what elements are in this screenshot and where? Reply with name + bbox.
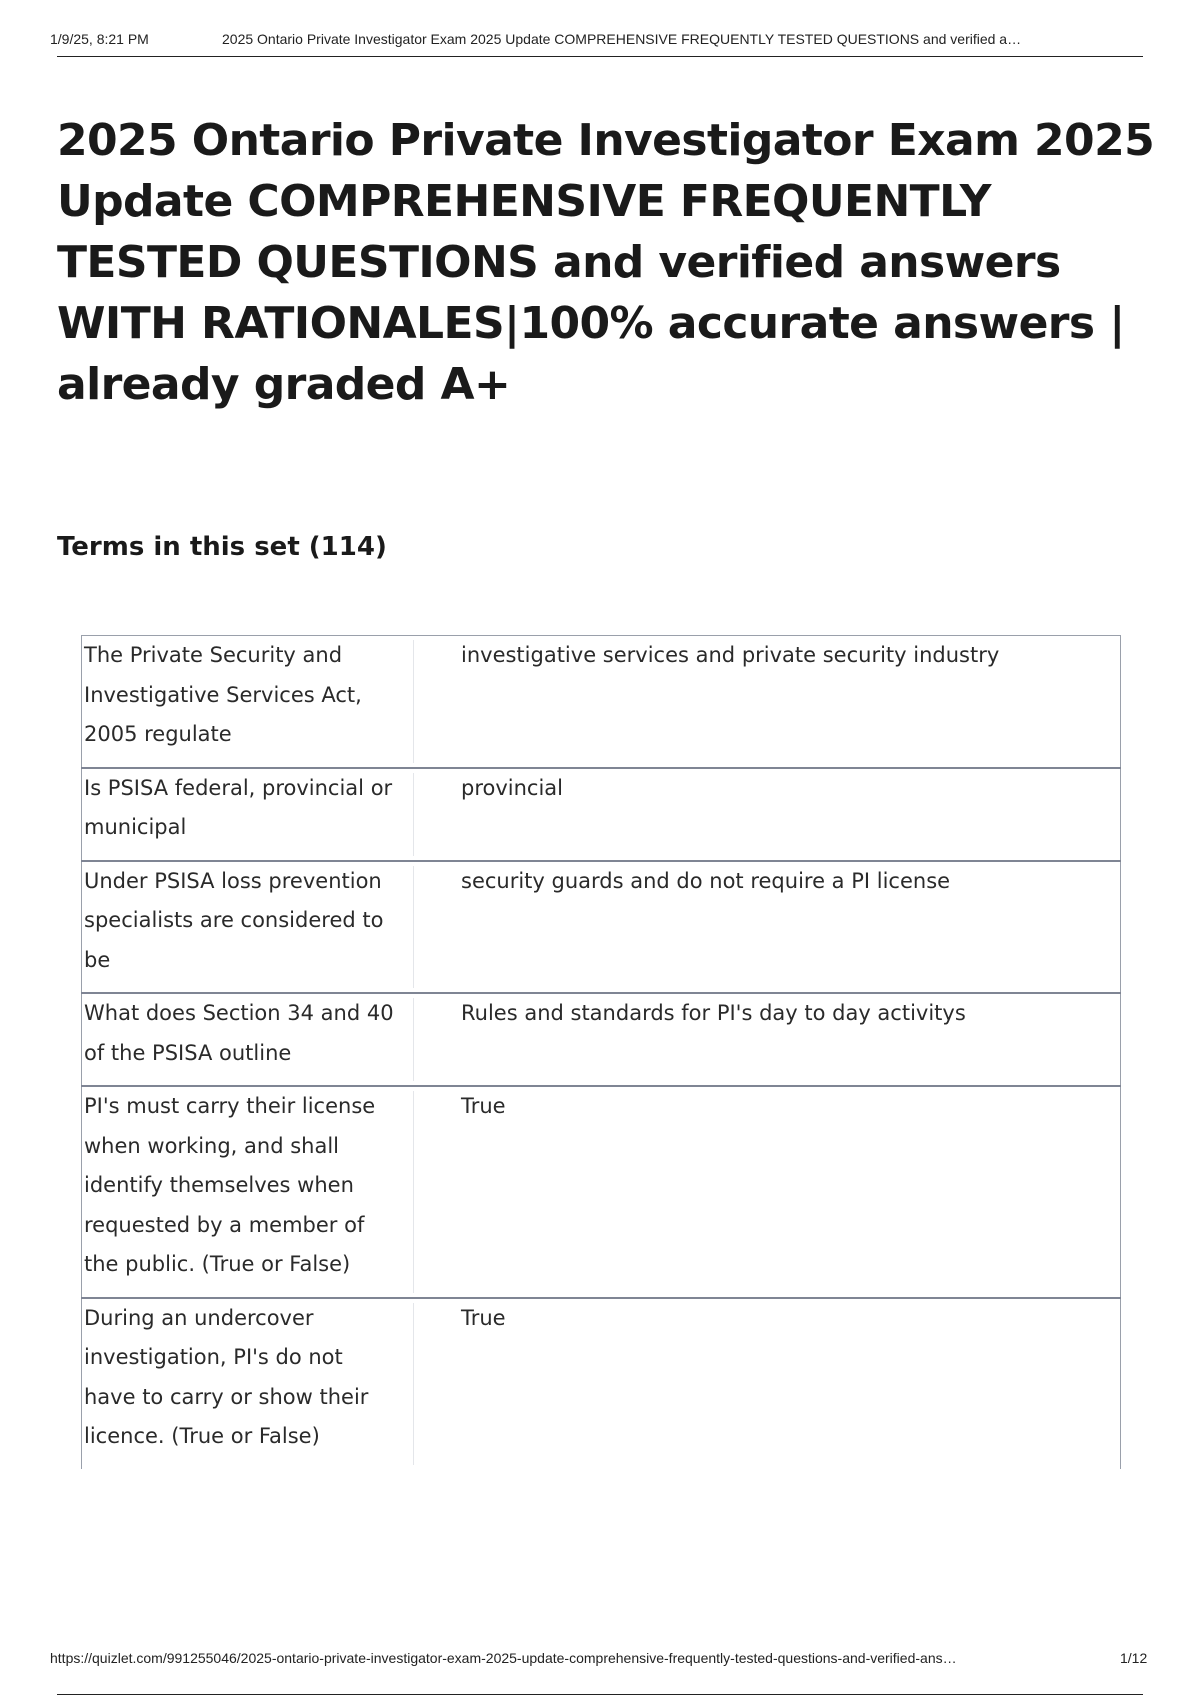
term-text: PI's must carry their license when working, and shall identify themselves when requested by a member of the public. (True or False) — [82, 1086, 415, 1298]
definition-text: True — [414, 1086, 1121, 1298]
print-page-title: 2025 Ontario Private Investigator Exam 2025 Update COMPREHENSIVE FREQUENTLY TESTED QUESTIONS and verified a… — [222, 31, 1022, 47]
definition-text: investigative services and private security industry — [414, 636, 1121, 768]
page-number: 1/12 — [1120, 1650, 1148, 1666]
definition-text: provincial — [414, 768, 1121, 861]
print-footer — [0, 1640, 1200, 1700]
term-row — [82, 993, 1121, 1086]
term-text: The Private Security and Investigative Services Act, 2005 regulate — [82, 636, 415, 768]
definition-text: Rules and standards for PI's day to day activitys — [414, 993, 1121, 1086]
print-datetime: 1/9/25, 8:21 PM — [50, 31, 149, 47]
header-divider — [57, 56, 1143, 57]
terms-heading: Terms in this set (114) — [57, 532, 387, 562]
term-row — [82, 1086, 1121, 1298]
term-text: Is PSISA federal, provincial or municipal — [82, 768, 415, 861]
print-header — [0, 0, 1200, 60]
footer-divider — [57, 1694, 1143, 1695]
term-text: During an undercover investigation, PI's do not have to carry or show their licence. (True or False) — [82, 1298, 415, 1469]
terms-table — [81, 635, 1121, 1469]
term-text: What does Section 34 and 40 of the PSISA outline — [82, 993, 415, 1086]
term-row — [82, 636, 1121, 768]
term-row — [82, 1298, 1121, 1469]
definition-text: True — [414, 1298, 1121, 1469]
term-row — [82, 861, 1121, 994]
definition-text: security guards and do not require a PI license — [414, 861, 1121, 994]
page-url: https://quizlet.com/991255046/2025-ontario-private-investigator-exam-2025-update-comprehensive-frequently-tested-questions-and-verified-ans… — [50, 1650, 957, 1666]
term-text: Under PSISA loss prevention specialists are considered to be — [82, 861, 415, 994]
term-row — [82, 768, 1121, 861]
document-title: 2025 Ontario Private Investigator Exam 2025 Update COMPREHENSIVE FREQUENTLY TESTED QUESTIONS and verified answers WITH RATIONALES|100% accurate answers | already graded A+ — [57, 115, 1155, 410]
